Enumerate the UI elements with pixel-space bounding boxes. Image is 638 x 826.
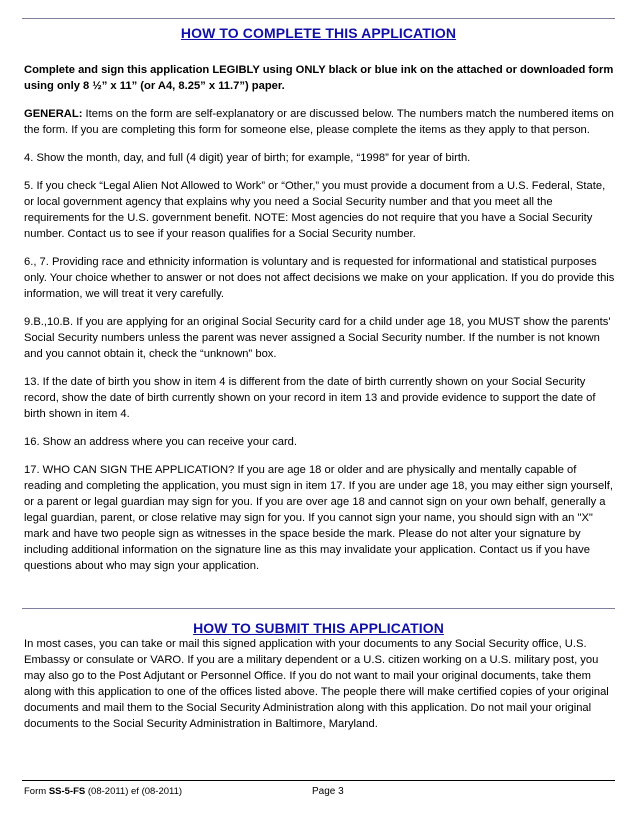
submit-paragraph: In most cases, you can take or mail this signed application with your documents to any Social Security office, U.S. Embassy or consulate or VARO. If you are a military dependent or a U.S. citizen working on a U.S. military post, you may also go to the Post Adjutant or Personnel Office. If you do not want to mail your original documents, take them along with this application to one of the offices listed above. The people there will make certified copies of your original documents and mail them to the Social Security Administration along with this application. Do not mail your original documents to the Social Security Administration in Baltimore, Maryland. <box>24 638 609 730</box>
item-13-paragraph: 13. If the date of birth you show in item 4 is different from the date of birth currently shown on your Social Security record, show the date of birth currently shown on your record in item 13 and provide evidence to support the date of birth shown in item 4. <box>24 376 596 420</box>
middle-divider <box>22 608 615 609</box>
general-paragraph <box>24 106 616 138</box>
item-5-paragraph: 5. If you check “Legal Alien Not Allowed to Work” or “Other,” you must provide a document from a U.S. Federal, State, or local government agency that explains why you need a Social Security number and that you meet all the requirements for the U.S. government benefit. NOTE: Most agencies do not require that you have a Social Security number. Contact us to see if your reason qualifies for a Social Security number. <box>24 180 606 240</box>
general-text: Items on the form are self-explanatory or are discussed below. The numbers match the numbered items on the form. If you are completing this form for someone else, please complete the items as they apply to that person. <box>24 108 614 136</box>
item-6-7-paragraph: 6., 7. Providing race and ethnicity information is voluntary and is requested for informational and statistical purposes only. Your choice whether to answer or not does not affect decisions we make on your application. If you do provide this information, we will treat it very carefully. <box>24 256 615 300</box>
item-4-paragraph: 4. Show the month, day, and full (4 digit) year of birth; for example, “1998” for year of birth. <box>24 152 471 164</box>
general-label: GENERAL: <box>24 108 83 120</box>
form-label: Form <box>24 786 49 797</box>
complete-instructions <box>24 62 616 586</box>
submit-instructions <box>24 636 616 744</box>
page-number: Page 3 <box>312 786 344 797</box>
form-date: (08-2011) ef (08-2011) <box>85 786 183 797</box>
form-code: SS-5-FS <box>48 786 86 797</box>
section-heading-complete: HOW TO COMPLETE THIS APPLICATION <box>180 25 457 41</box>
page-footer <box>24 786 616 798</box>
item-9-10-paragraph: 9.B.,10.B. If you are applying for an original Social Security card for a child under age 18, you MUST show the parents' Social Security numbers unless the parent was never assigned a Social Security number. If the number is not known and you cannot obtain it, check the “unknown” box. <box>24 316 611 360</box>
item-17-paragraph: 17. WHO CAN SIGN THE APPLICATION? If you are age 18 or older and are physically and mentally capable of reading and completing the application, you must sign in item 17. If you are under age 18, you may either sign yourself, or a parent or legal guardian may sign for you. If you are over age 18 and cannot sign on your own behalf, generally a legal guardian, parent, or close relative may sign for you. If you cannot sign your name, you should sign with an "X" mark and have two people sign as witnesses in the space beside the mark. Please do not alter your signature by including additional information on the signature line as this may invalidate your application. Contact us if you have questions about who may sign your application. <box>24 464 613 572</box>
top-divider <box>22 18 615 19</box>
section-heading-submit: HOW TO SUBMIT THIS APPLICATION <box>193 620 444 636</box>
footer-divider <box>22 780 615 781</box>
item-16-paragraph: 16. Show an address where you can receive your card. <box>24 436 298 448</box>
intro-paragraph: Complete and sign this application LEGIBLY using ONLY black or blue ink on the attached or downloaded form using only 8 ½” x 11” (or A4, 8.25” x 11.7”) paper. <box>24 64 614 92</box>
